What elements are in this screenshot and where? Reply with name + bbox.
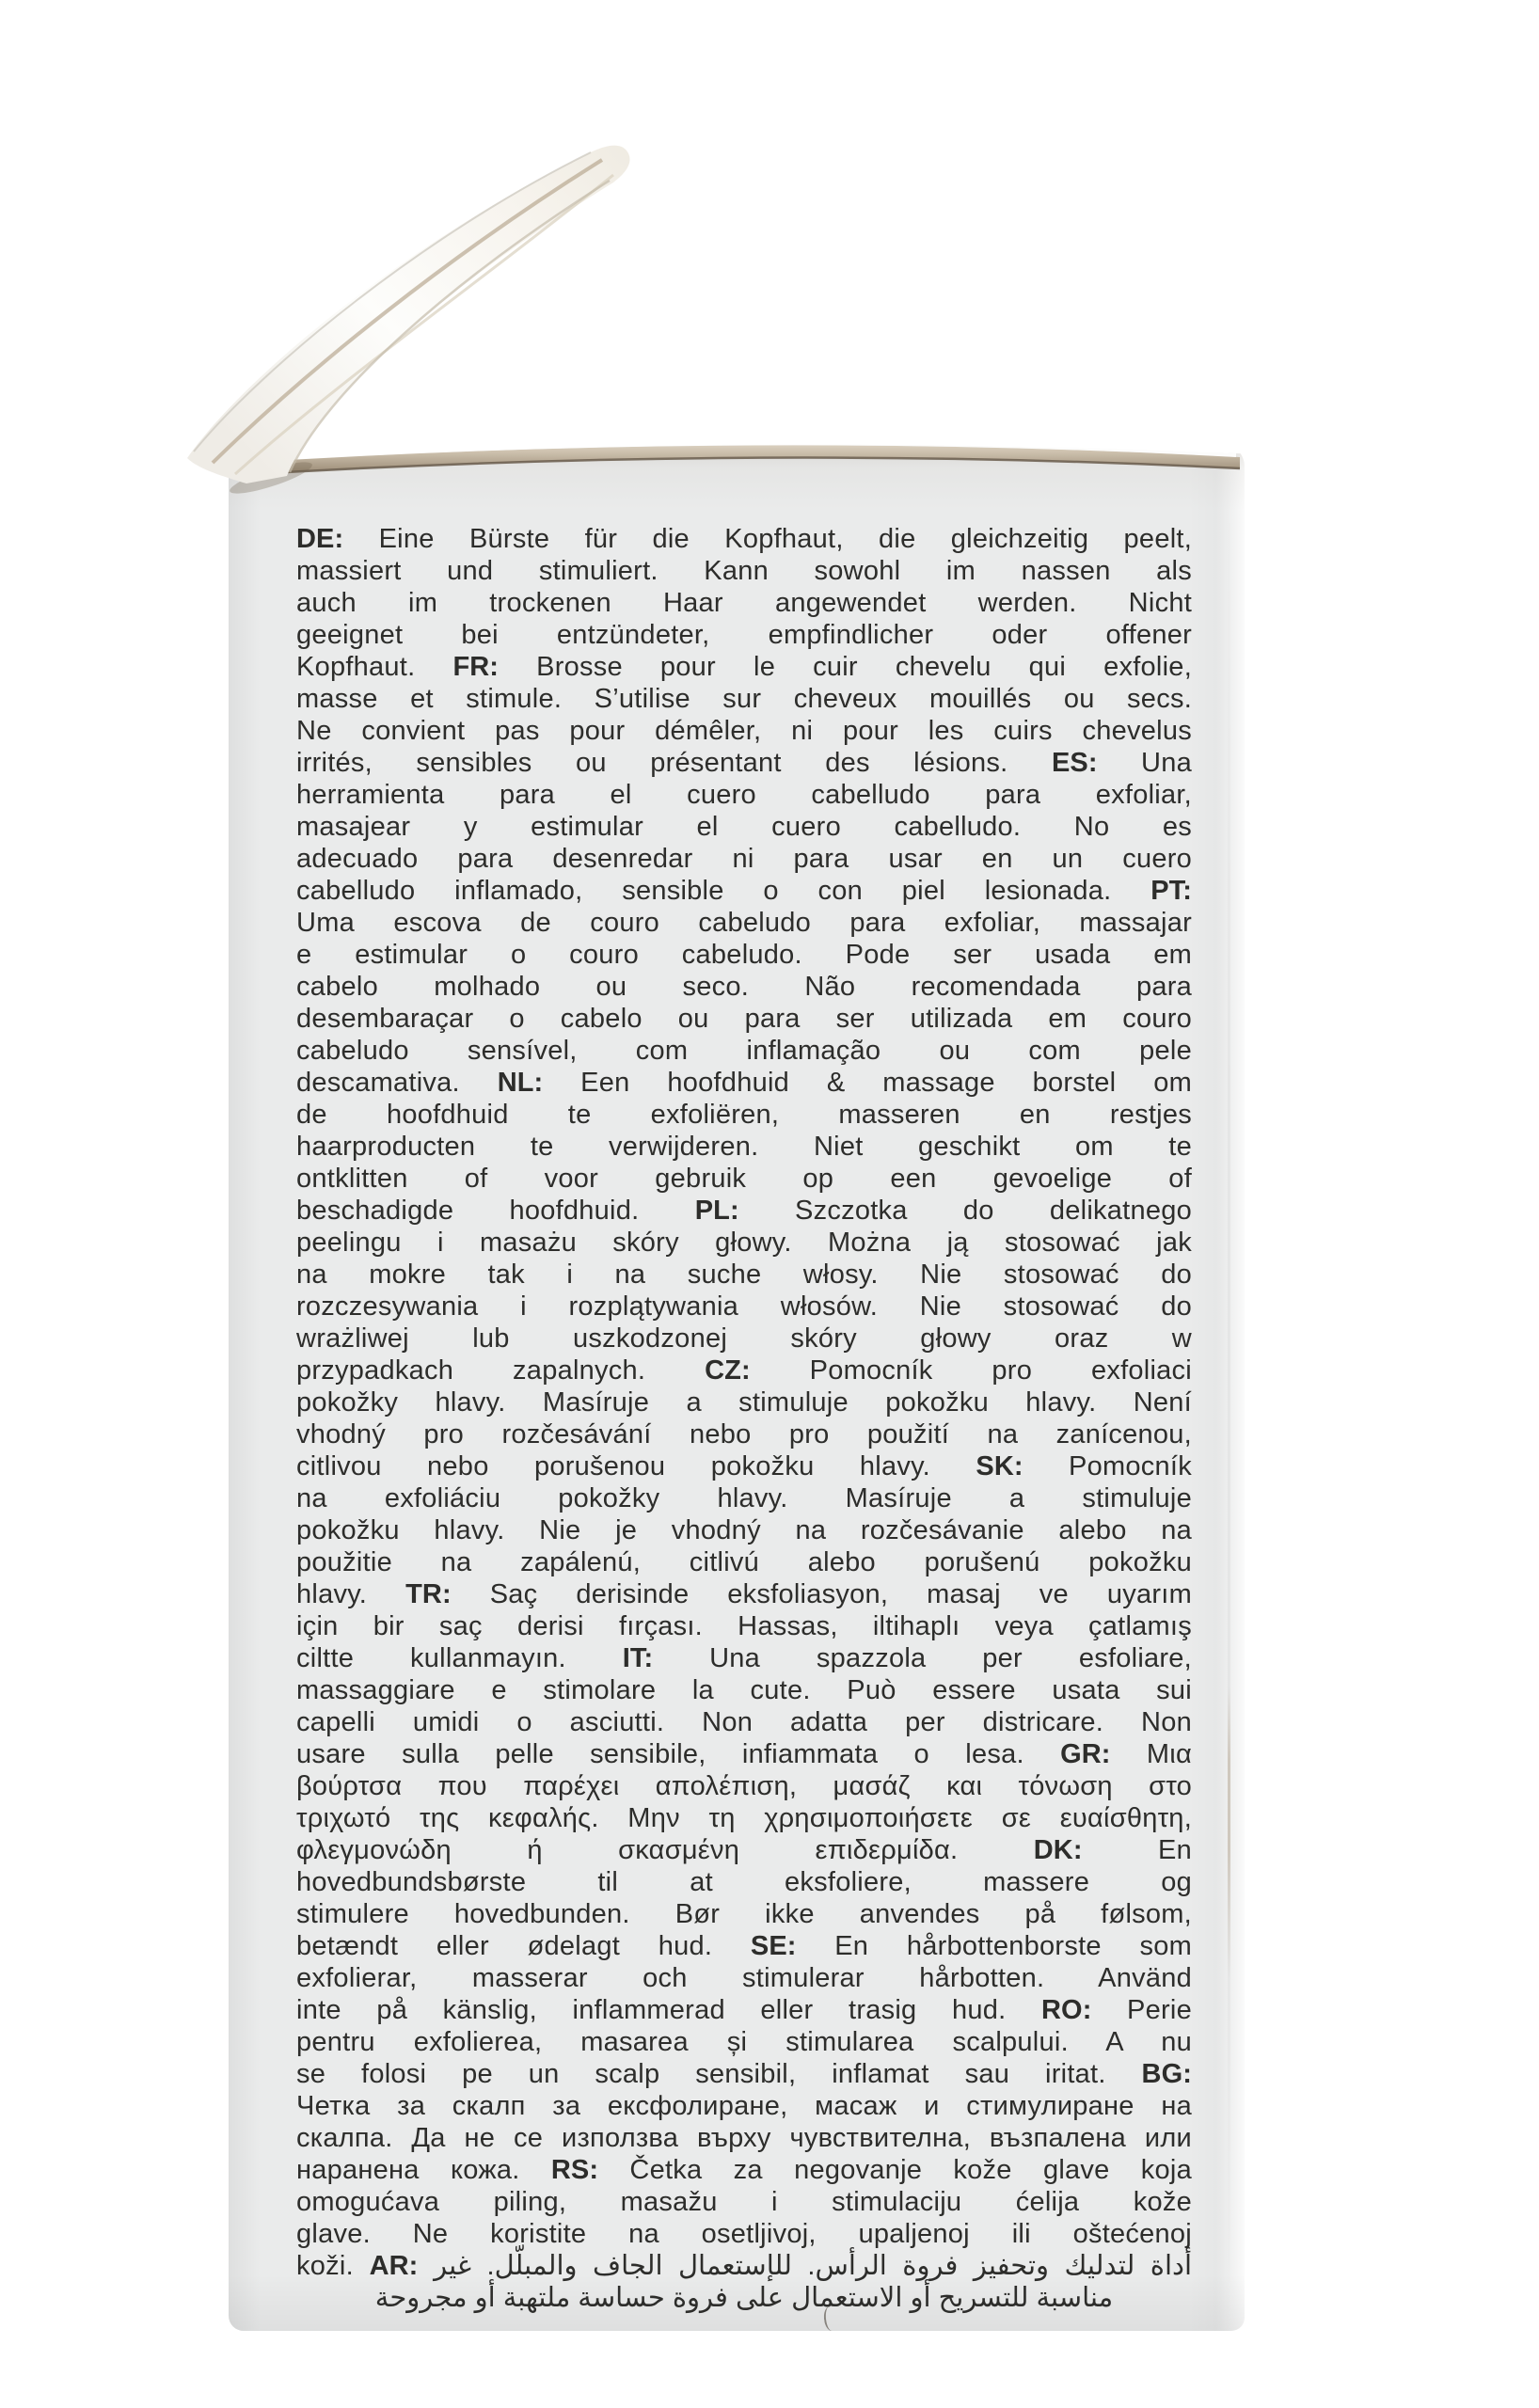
label-text-line: cabelo molhado ou seco. Não recomendada para [296,972,1192,1002]
label-text-line: cabelludo inflamado, sensible o con piel lesionada. PT: [296,876,1192,906]
label-text-line: hlavy. TR: Saç derisinde eksfoliasyon, masaj ve uyarım [296,1579,1192,1609]
flap-crease-light [235,175,613,474]
label-text-line: pokožku hlavy. Nie je vhodný na rozčesávanie alebo na [296,1515,1192,1545]
label-text-line: pentru exfolierea, masarea și stimularea scalpului. A nu [296,2027,1192,2057]
label-text-line: e estimular o couro cabeludo. Pode ser usada em [296,940,1192,970]
flap-inner-edge-line [290,181,610,472]
label-text-line: Kopfhaut. FR: Brosse pour le cuir chevelu qui exfolie, [296,652,1192,682]
label-text-line: descamativa. NL: Een hoofdhuid & massage borstel om [296,1068,1192,1098]
label-text-line: de hoofdhuid te exfoliëren, masseren en restjes [296,1100,1192,1130]
label-text-line: stimulere hovedbunden. Bør ikke anvendes på følsom, [296,1899,1192,1929]
label-text-line: przypadkach zapalnych. CZ: Pomocník pro exfoliaci [296,1355,1192,1386]
label-text-line: beschadigde hoofdhuid. PL: Szczotka do delikatnego [296,1196,1192,1226]
label-text-line: glave. Ne koristite na osetljivoj, upaljenoj ili oštećenoj [296,2219,1192,2249]
label-text-line: Четка за скалп за ексфолиране, масаж и стимулиране на [296,2091,1192,2121]
label-text-line: desembaraçar o cabelo ou para ser utilizada em couro [296,1004,1192,1034]
label-text-line: massaggiare e stimolare la cute. Può essere usata sui [296,1675,1192,1705]
label-text-line: použitie na zapálenú, citlivú alebo porušenú pokožku [296,1547,1192,1577]
label-text-line: usare sulla pelle sensibile, infiammata o lesa. GR: Μια [296,1739,1192,1769]
label-text-line: betændt eller ødelagt hud. SE: En hårbottenborste som [296,1931,1192,1961]
label-text-line: βούρτσα που παρέχει απολέπιση, μασάζ και τόνωση στο [296,1771,1192,1801]
label-text-line: مناسبة للتسريح أو الاستعمال على فروة حساسة ملتهبة أو مجروحة [374,2283,1114,2313]
label-text-line: na exfoliáciu pokožky hlavy. Masíruje a stimuluje [296,1483,1192,1513]
label-text-line: Ne convient pas pour démêler, ni pour les cuirs chevelus [296,716,1192,746]
label-text-line: irrités, sensibles ou présentant des lésions. ES: Una [296,748,1192,778]
label-text-line: auch im trockenen Haar angewendet werden. Nicht [296,588,1192,618]
label-text-line: se folosi pe un scalp sensibil, inflamat sau iritat. BG: [296,2059,1192,2089]
label-text-line: omogućava piling, masažu i stimulaciju ćelija kože [296,2187,1192,2217]
label-text-line: wrażliwej lub uszkodzonej skóry głowy oraz w [296,1323,1192,1354]
label-text-line: peelingu i masażu skóry głowy. Można ją stosować jak [296,1228,1192,1258]
label-text-line: masse et stimule. S’utilise sur cheveux mouillés ou secs. [296,684,1192,714]
label-text-line: geeignet bei entzündeter, empfindlicher oder offener [296,620,1192,650]
label-text-line: na mokre tak i na suche włosy. Nie stosować do [296,1259,1192,1290]
box-lid-flap [187,146,630,483]
label-text-line: наранена кожа. RS: Četka za negovanje kože glave koja [296,2155,1192,2185]
label-text-line: vhodný pro rozčesávání nebo pro použití na zanícenou, [296,1419,1192,1450]
label-text [296,523,1192,2314]
label-text-line: cabeludo sensível, com inflamação ou com pele [296,1036,1192,1066]
label-text-line: capelli umidi o asciutti. Non adatta per districare. Non [296,1707,1192,1737]
label-text-line: haarproducten te verwijderen. Niet geschikt om te [296,1132,1192,1162]
label-text-line: τριχωτό της κεφαλής. Μην τη χρησιμοποιήσετε σε ευαίσθητη, [296,1803,1192,1833]
flap-crease-dark [213,160,602,463]
label-text-line: rozczesywania i rozplątywania włosów. Nie stosować do [296,1291,1192,1322]
label-text-line: exfolierar, masserar och stimulerar hårbotten. Använd [296,1963,1192,1993]
label-text-line: adecuado para desenredar ni para usar en un cuero [296,844,1192,874]
label-text-line: koži. AR: أداة لتدليك وتحفيز فروة الرأس. للإستعمال الجاف والمبلّل. غير [296,2251,1193,2281]
box-side-seam [1228,489,1230,2305]
label-text-line: citlivou nebo porušenou pokožku hlavy. SK: Pomocník [296,1451,1192,1481]
label-text-line: inte på känslig, inflammerad eller trasig hud. RO: Perie [296,1995,1192,2025]
flap-outer-edge-line [194,152,591,452]
label-text-line: DE: Eine Bürste für die Kopfhaut, die gleichzeitig peelt, [296,524,1192,554]
label-text-line: herramienta para el cuero cabelludo para exfoliar, [296,780,1192,810]
label-text-line: ontklitten of voor gebruik op een gevoelige of [296,1164,1192,1194]
label-text-line: φλεγμονώδη ή σκασμένη επιδερμίδα. DK: En [296,1835,1192,1865]
label-text-line: masajear y estimular el cuero cabelludo. No es [296,812,1192,842]
label-text-line: için bir saç derisi fırçası. Hassas, iltihaplı veya çatlamış [296,1611,1192,1641]
label-text-line: hovedbundsbørste til at eksfoliere, massere og [296,1867,1192,1897]
label-text-line: скалпа. Да не се използва върху чувствителна, възпалена или [296,2123,1192,2153]
label-text-line: ciltte kullanmayın. IT: Una spazzola per esfoliare, [296,1643,1192,1673]
label-text-line: massiert und stimuliert. Kann sowohl im nassen als [296,556,1192,586]
label-text-line: pokožky hlavy. Masíruje a stimuluje pokožku hlavy. Není [296,1387,1192,1418]
label-text-line: Uma escova de couro cabeludo para exfoliar, massajar [296,908,1192,938]
